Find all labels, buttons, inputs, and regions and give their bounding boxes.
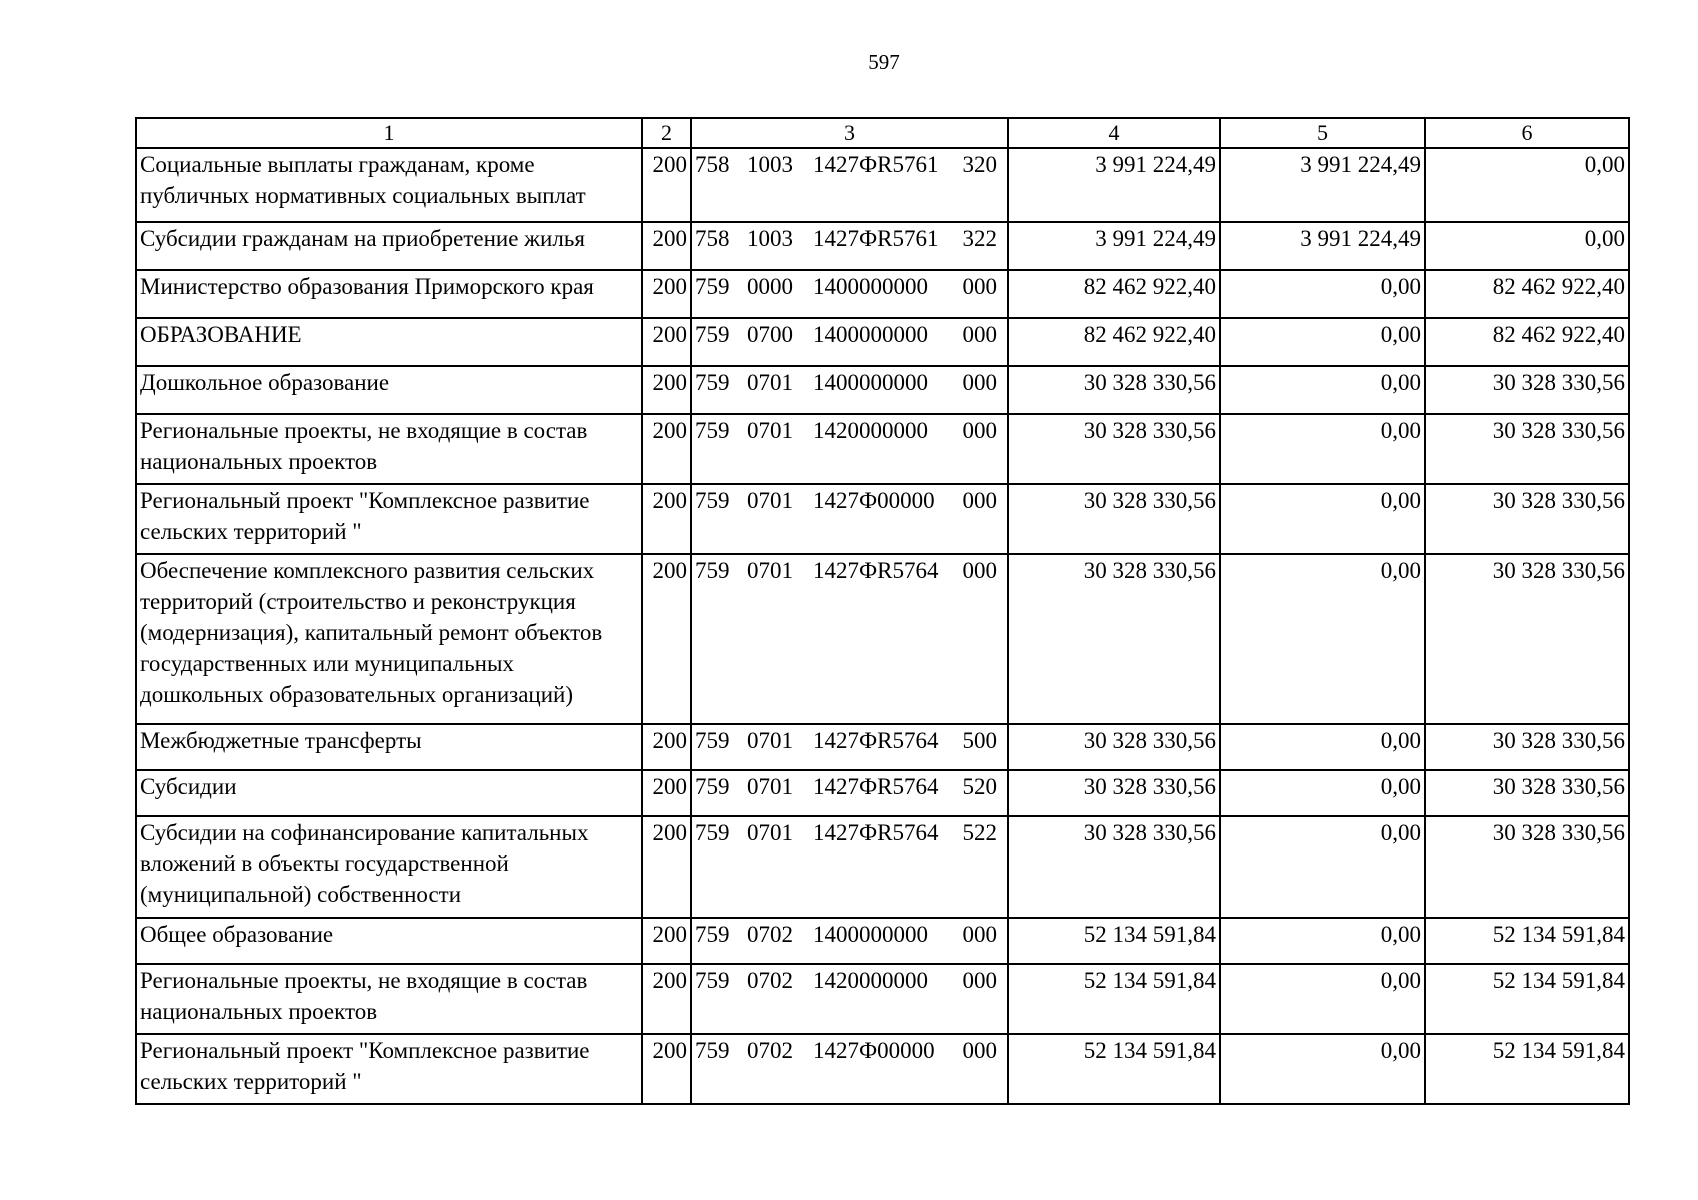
row-section-code: 0702	[747, 1038, 793, 1063]
row-section-code: 0701	[747, 774, 793, 799]
table-row	[136, 318, 1629, 366]
row-ved-code: 759	[695, 968, 730, 993]
row-section-code: 0701	[747, 418, 793, 443]
row-target-article-code: 1427ФR5764	[813, 728, 939, 753]
row-expense-type-code: 522	[962, 820, 997, 845]
row-ved-code: 759	[695, 488, 730, 513]
row-ved-code: 759	[695, 274, 730, 299]
row-ved-code: 759	[695, 418, 730, 443]
row-amount-col4: 82 462 922,40	[1008, 270, 1220, 318]
row-grbs-code: 200	[642, 554, 691, 724]
row-name: Социальные выплаты гражданам, кроме публичных нормативных социальных выплат	[136, 148, 642, 222]
row-section-code: 0702	[747, 922, 793, 947]
header-col-6: 6	[1425, 118, 1629, 148]
row-ved-code: 758	[695, 152, 730, 177]
row-amount-col6: 30 328 330,56	[1425, 770, 1629, 816]
row-amount-col4: 52 134 591,84	[1008, 918, 1220, 964]
row-classification-code	[691, 484, 1008, 554]
table-row	[136, 724, 1629, 770]
row-ved-code: 759	[695, 322, 730, 347]
table-row	[136, 270, 1629, 318]
row-classification-code	[691, 270, 1008, 318]
row-amount-col6: 30 328 330,56	[1425, 724, 1629, 770]
row-name: Дошкольное образование	[136, 366, 642, 414]
row-grbs-code: 200	[642, 1034, 691, 1104]
row-classification-code	[691, 724, 1008, 770]
table-row	[136, 918, 1629, 964]
row-section-code: 1003	[747, 226, 793, 251]
row-grbs-code: 200	[642, 318, 691, 366]
row-amount-col5: 0,00	[1220, 366, 1425, 414]
row-name: Субсидии	[136, 770, 642, 816]
row-amount-col6: 30 328 330,56	[1425, 366, 1629, 414]
row-ved-code: 759	[695, 370, 730, 395]
row-ved-code: 759	[695, 558, 730, 583]
row-expense-type-code: 520	[962, 774, 997, 799]
table-row	[136, 148, 1629, 222]
row-section-code: 0701	[747, 820, 793, 845]
row-name: Субсидии гражданам на приобретение жилья	[136, 222, 642, 270]
header-col-3: 3	[691, 118, 1008, 148]
row-target-article-code: 1427ФR5764	[813, 774, 939, 799]
row-amount-col4: 30 328 330,56	[1008, 554, 1220, 724]
row-grbs-code: 200	[642, 724, 691, 770]
row-ved-code: 759	[695, 728, 730, 753]
row-grbs-code: 200	[642, 964, 691, 1034]
row-section-code: 0702	[747, 968, 793, 993]
row-section-code: 0701	[747, 728, 793, 753]
row-amount-col4: 30 328 330,56	[1008, 770, 1220, 816]
row-grbs-code: 200	[642, 414, 691, 484]
row-amount-col5: 0,00	[1220, 816, 1425, 918]
row-name: Межбюджетные трансферты	[136, 724, 642, 770]
row-amount-col6: 52 134 591,84	[1425, 918, 1629, 964]
table-row	[136, 1034, 1629, 1104]
header-col-2: 2	[642, 118, 691, 148]
row-amount-col4: 3 991 224,49	[1008, 148, 1220, 222]
row-amount-col4: 82 462 922,40	[1008, 318, 1220, 366]
row-amount-col4: 30 328 330,56	[1008, 484, 1220, 554]
row-amount-col4: 30 328 330,56	[1008, 816, 1220, 918]
row-amount-col6: 30 328 330,56	[1425, 816, 1629, 918]
row-expense-type-code: 322	[962, 226, 997, 251]
row-classification-code	[691, 554, 1008, 724]
row-name: Субсидии на софинансирование капитальных вложений в объекты государственной (муниципальной) собственности	[136, 816, 642, 918]
row-amount-col5: 0,00	[1220, 270, 1425, 318]
row-amount-col5: 3 991 224,49	[1220, 148, 1425, 222]
row-section-code: 0701	[747, 558, 793, 583]
row-amount-col5: 0,00	[1220, 770, 1425, 816]
row-amount-col6: 82 462 922,40	[1425, 318, 1629, 366]
row-expense-type-code: 000	[962, 370, 997, 395]
row-amount-col5: 0,00	[1220, 724, 1425, 770]
table-row	[136, 816, 1629, 918]
row-name: ОБРАЗОВАНИЕ	[136, 318, 642, 366]
row-classification-code	[691, 816, 1008, 918]
row-ved-code: 759	[695, 774, 730, 799]
header-col-5: 5	[1220, 118, 1425, 148]
header-col-1: 1	[136, 118, 642, 148]
row-amount-col5: 0,00	[1220, 484, 1425, 554]
row-grbs-code: 200	[642, 484, 691, 554]
row-expense-type-code: 000	[962, 922, 997, 947]
row-expense-type-code: 320	[962, 152, 997, 177]
row-expense-type-code: 000	[962, 418, 997, 443]
row-amount-col4: 52 134 591,84	[1008, 964, 1220, 1034]
row-name: Общее образование	[136, 918, 642, 964]
row-target-article-code: 1400000000	[813, 922, 928, 947]
row-classification-code	[691, 770, 1008, 816]
table-header-row	[136, 118, 1629, 148]
row-section-code: 0000	[747, 274, 793, 299]
row-expense-type-code: 000	[962, 488, 997, 513]
row-grbs-code: 200	[642, 148, 691, 222]
row-amount-col5: 0,00	[1220, 414, 1425, 484]
row-grbs-code: 200	[642, 770, 691, 816]
row-classification-code	[691, 1034, 1008, 1104]
row-section-code: 0701	[747, 488, 793, 513]
row-classification-code	[691, 366, 1008, 414]
row-amount-col6: 30 328 330,56	[1425, 414, 1629, 484]
row-ved-code: 758	[695, 226, 730, 251]
row-grbs-code: 200	[642, 366, 691, 414]
row-amount-col5: 0,00	[1220, 1034, 1425, 1104]
row-amount-col6: 52 134 591,84	[1425, 964, 1629, 1034]
row-ved-code: 759	[695, 922, 730, 947]
page-number: 597	[868, 50, 900, 74]
row-ved-code: 759	[695, 820, 730, 845]
table-row	[136, 484, 1629, 554]
row-amount-col5: 0,00	[1220, 918, 1425, 964]
row-classification-code	[691, 414, 1008, 484]
row-amount-col6: 30 328 330,56	[1425, 554, 1629, 724]
row-classification-code	[691, 964, 1008, 1034]
row-section-code: 0701	[747, 370, 793, 395]
row-name: Обеспечение комплексного развития сельских территорий (строительство и реконструкция (модернизация), капитальный ремонт объектов государственных или муниципальных дошкольных образовательных организаций)	[136, 554, 642, 724]
row-name: Региональные проекты, не входящие в состав национальных проектов	[136, 414, 642, 484]
row-target-article-code: 1400000000	[813, 322, 928, 347]
row-grbs-code: 200	[642, 222, 691, 270]
row-expense-type-code: 500	[962, 728, 997, 753]
row-amount-col5: 0,00	[1220, 964, 1425, 1034]
table-row	[136, 366, 1629, 414]
row-name: Региональный проект "Комплексное развитие сельских территорий "	[136, 484, 642, 554]
row-amount-col6: 0,00	[1425, 148, 1629, 222]
row-section-code: 1003	[747, 152, 793, 177]
row-expense-type-code: 000	[962, 1038, 997, 1063]
row-amount-col4: 30 328 330,56	[1008, 366, 1220, 414]
row-amount-col6: 82 462 922,40	[1425, 270, 1629, 318]
row-target-article-code: 1400000000	[813, 370, 928, 395]
table-row	[136, 964, 1629, 1034]
row-target-article-code: 1427ФR5761	[813, 152, 939, 177]
row-classification-code	[691, 222, 1008, 270]
row-ved-code: 759	[695, 1038, 730, 1063]
row-target-article-code: 1427ФR5761	[813, 226, 939, 251]
row-target-article-code: 1420000000	[813, 418, 928, 443]
row-grbs-code: 200	[642, 270, 691, 318]
row-grbs-code: 200	[642, 816, 691, 918]
table-row	[136, 770, 1629, 816]
table-row	[136, 554, 1629, 724]
table-row	[136, 222, 1629, 270]
row-target-article-code: 1427Ф00000	[813, 488, 935, 513]
row-classification-code	[691, 918, 1008, 964]
row-target-article-code: 1427ФR5764	[813, 820, 939, 845]
row-target-article-code: 1427ФR5764	[813, 558, 939, 583]
row-target-article-code: 1420000000	[813, 968, 928, 993]
row-target-article-code: 1400000000	[813, 274, 928, 299]
row-section-code: 0700	[747, 322, 793, 347]
row-target-article-code: 1427Ф00000	[813, 1038, 935, 1063]
table-row	[136, 414, 1629, 484]
row-amount-col5: 0,00	[1220, 318, 1425, 366]
row-amount-col6: 0,00	[1425, 222, 1629, 270]
row-expense-type-code: 000	[962, 274, 997, 299]
row-amount-col6: 30 328 330,56	[1425, 484, 1629, 554]
row-amount-col4: 30 328 330,56	[1008, 724, 1220, 770]
row-amount-col5: 3 991 224,49	[1220, 222, 1425, 270]
row-expense-type-code: 000	[962, 968, 997, 993]
row-classification-code	[691, 148, 1008, 222]
row-amount-col4: 52 134 591,84	[1008, 1034, 1220, 1104]
row-name: Региональный проект "Комплексное развитие сельских территорий "	[136, 1034, 642, 1104]
row-name: Министерство образования Приморского края	[136, 270, 642, 318]
row-grbs-code: 200	[642, 918, 691, 964]
budget-table	[135, 117, 1630, 1105]
row-expense-type-code: 000	[962, 558, 997, 583]
row-name: Региональные проекты, не входящие в состав национальных проектов	[136, 964, 642, 1034]
row-amount-col4: 3 991 224,49	[1008, 222, 1220, 270]
row-amount-col6: 52 134 591,84	[1425, 1034, 1629, 1104]
row-amount-col5: 0,00	[1220, 554, 1425, 724]
row-classification-code	[691, 318, 1008, 366]
header-col-4: 4	[1008, 118, 1220, 148]
row-amount-col4: 30 328 330,56	[1008, 414, 1220, 484]
row-expense-type-code: 000	[962, 322, 997, 347]
